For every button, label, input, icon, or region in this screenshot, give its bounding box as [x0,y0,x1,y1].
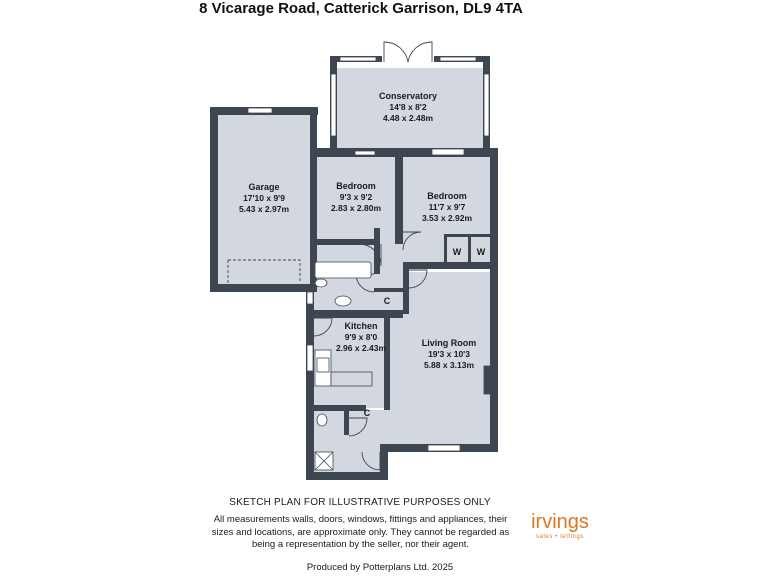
wall-wardrobe-divider [468,234,471,262]
wall-wardrobe-left [444,234,447,262]
bedroom2-name: Bedroom [427,191,467,201]
wall-bed2-bottom [403,262,498,269]
producer-credit: Produced by Potterplans Ltd. 2025 [306,562,454,573]
wall-bed1-bottom [310,239,380,245]
conservatory-metric: 4.48 x 2.48m [382,113,434,123]
bath-tub [315,262,371,278]
garage-metric: 5.43 x 2.97m [238,204,290,214]
wall-bed-divider [395,148,403,244]
bedroom2-imperial: 11'7 x 9'7 [428,202,466,212]
wc-toilet [317,414,327,426]
wall-wc-divider [344,405,349,435]
garage-wall-left [210,107,218,292]
wall-kitchen-bottom [310,405,366,411]
conservatory-glaze-left [331,74,336,136]
living-imperial: 19'3 x 10'3 [428,349,470,359]
kitchen-hob [317,358,329,372]
agent-logo [528,511,592,540]
bedroom1-name: Bedroom [336,181,376,191]
living-metric: 5.88 x 3.13m [423,360,475,370]
disclaimer-line-2: sizes and locations, are approximate only. They cannot be regarded as [211,526,510,538]
house-wall-right [490,148,498,452]
kitchen-imperial: 9'9 x 8'0 [344,332,378,342]
kitchen-metric: 2.96 x 2.43m [335,343,387,353]
logo-word: irvings [531,511,589,533]
disclaimer-line-3: being a representation by the seller, nor their agent. [251,539,470,550]
disclaimer-text [198,514,523,552]
kitchen-window [307,345,313,371]
page-title: 8 Vicarage Road, Catterick Garrison, DL9 4TA [199,0,523,17]
cupboard-label-2: C [363,408,371,418]
house-wall-left [306,292,314,480]
living-window [428,445,460,451]
bedroom1-imperial: 9'3 x 9'2 [339,192,373,202]
garage-wall-bottom [210,284,317,292]
logo-tagline: sales • lettings [535,534,585,540]
hall-window [307,292,313,304]
bedroom2-metric: 3.53 x 2.92m [421,213,473,223]
bedroom1-shelf [355,151,375,155]
conservatory-glaze-top-left [340,57,376,61]
garage-imperial: 17'10 x 9'9 [243,193,285,203]
wall-wardrobe-top [444,234,490,237]
french-door-left [384,42,408,62]
house-wall-bottom-left [306,472,388,480]
bedroom2-window [432,149,464,155]
radiator [484,366,490,394]
living-name: Living Room [421,338,477,348]
cupboard-label-1: C [383,296,391,306]
disclaimer-heading: SKETCH PLAN FOR ILLUSTRATIVE PURPOSES ONLY [229,497,491,508]
wall-hall-right [403,269,409,314]
kitchen-island [331,372,372,386]
toilet [315,279,327,287]
wall-cupboard-top [374,288,403,292]
french-door-right [408,42,432,62]
garage-name: Garage [248,182,280,192]
wall-kitchen-right [384,314,390,410]
conservatory-glaze-top-right [440,57,476,61]
conservatory-name: Conservatory [378,91,438,101]
disclaimer-line-1: All measurements walls, doors, windows, fittings and appliances, their [213,514,508,525]
bedroom1-metric: 2.83 x 2.80m [330,203,382,213]
basin [335,296,351,306]
kitchen-name: Kitchen [344,321,378,331]
wardrobe-label-2: W [476,247,486,257]
conservatory-imperial: 14'8 x 8'2 [389,102,427,112]
conservatory-glaze-right [484,74,489,136]
garage-window [248,108,272,113]
wardrobe-label-1: W [452,247,462,257]
